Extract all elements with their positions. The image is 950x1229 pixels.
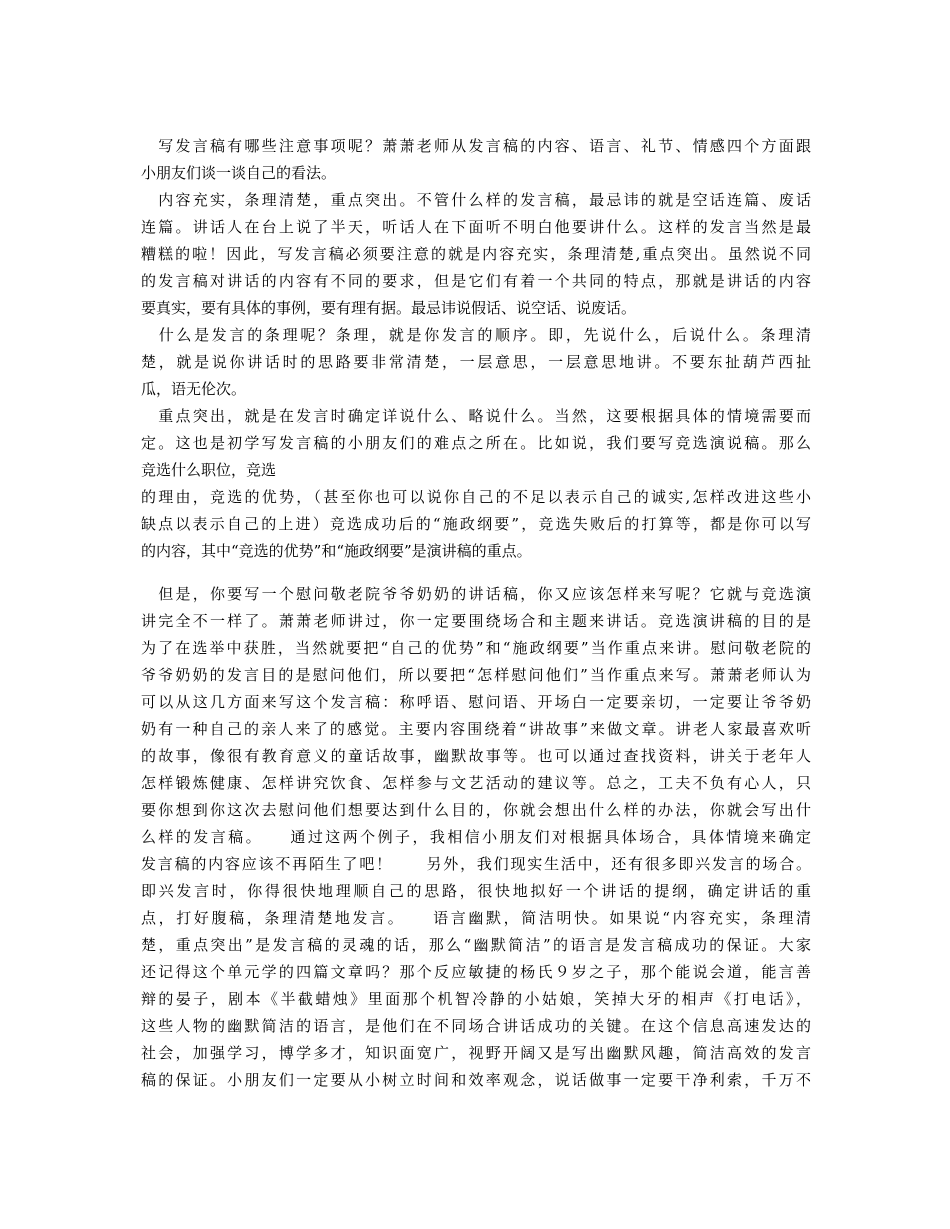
text-line: 即兴发言时，你得很快地理顺自己的思路，很快地拟好一个讲话的提纲，确定讲话的重 [141, 882, 811, 900]
text-line: 小朋友们谈一谈自己的看法。 [141, 164, 337, 182]
text-line: 竞选什么职位，竞选 [141, 461, 277, 479]
paragraph-focus [141, 403, 811, 565]
text-line: 奶有一种自己的亲人来了的感觉。主要内容围绕着“讲故事”来做文章。讲老人家最喜欢听 [141, 720, 811, 738]
document-body [141, 133, 811, 1094]
text-line: 怎样锻炼健康、怎样讲究饮食、怎样参与文艺活动的建议等。总之，工夫不负有心人，只 [141, 774, 811, 792]
text-line: 稿的保证。小朋友们一定要从小树立时间和效率观念，说话做事一定要干净利索，千万不 [141, 1071, 811, 1089]
text-line: 的故事，像很有教育意义的童话故事，幽默故事等。也可以通过查找资料，讲关于老年人 [141, 747, 811, 765]
paragraph-intro [141, 133, 811, 187]
text-line: 么样的发言稿。 通过这两个例子，我相信小朋友们对根据具体场合，具体情境来确定 [141, 828, 811, 846]
text-line: 为了在选举中获胜，当然就要把“自己的优势”和“施政纲要”当作重点来讲。慰问敬老院的 [141, 639, 811, 657]
text-line: 社会，加强学习，博学多才，知识面宽广，视野开阔又是写出幽默风趣，简洁高效的发言 [141, 1044, 811, 1062]
text-line: 的内容，其中“竞选的优势”和“施政纲要”是演讲稿的重点。 [141, 542, 532, 560]
text-line: 楚，重点突出”是发言稿的灵魂的话，那么“幽默简洁”的语言是发言稿成功的保证。大家 [141, 936, 811, 954]
text-line: 要真实，要有具体的事例，要有理有据。最忌讳说假话、说空话、说废话。 [141, 299, 637, 317]
text-line: 但是，你要写一个慰问敬老院爷爷奶奶的讲话稿，你又应该怎样来写呢？它就与竞选演 [141, 585, 811, 603]
text-line: 还记得这个单元学的四篇文章吗？那个反应敏捷的杨氏９岁之子，那个能说会道，能言善 [141, 963, 811, 981]
paragraph-structure [141, 322, 811, 403]
paragraph-content [141, 187, 811, 322]
text-line: 写发言稿有哪些注意事项呢？萧萧老师从发言稿的内容、语言、礼节、情感四个方面跟 [141, 137, 811, 155]
text-line: 什么是发言的条理呢？条理，就是你发言的顺序。即，先说什么，后说什么。条理清 [141, 326, 811, 344]
text-line: 定。这也是初学写发言稿的小朋友们的难点之所在。比如说，我们要写竞选演说稿。那么 [141, 434, 811, 452]
text-line: 发言稿的内容应该不再陌生了吧！ 另外，我们现实生活中，还有很多即兴发言的场合。 [141, 855, 811, 873]
text-line: 爷爷奶奶的发言目的是慰问他们，所以要把“怎样慰问他们”当作重点来写。萧萧老师认为 [141, 666, 811, 684]
text-line: 这些人物的幽默简洁的语言，是他们在不同场合讲话成功的关键。在这个信息高速发达的 [141, 1017, 811, 1035]
text-line: 辩的晏子，剧本《半截蜡烛》里面那个机智冷静的小姑娘，笑掉大牙的相声《打电话》， [141, 990, 811, 1008]
text-line: 的理由，竞选的优势，（甚至你也可以说你自己的不足以表示自己的诚实,怎样改进这些小 [141, 488, 811, 506]
text-line: 内容充实，条理清楚，重点突出。不管什么样的发言稿，最忌讳的就是空话连篇、废话 [141, 191, 811, 209]
paragraph-examples [141, 581, 811, 1094]
text-line: 讲完全不一样了。萧萧老师讲过，你一定要围绕场合和主题来讲话。竞选演讲稿的目的是 [141, 612, 811, 630]
text-line: 点，打好腹稿，条理清楚地发言。 语言幽默，简洁明快。如果说“内容充实，条理清 [141, 909, 811, 927]
paragraph-gap [141, 565, 811, 581]
text-line: 瓜，语无伦次。 [141, 380, 247, 398]
text-line: 连篇。讲话人在台上说了半天，听话人在下面听不明白他要讲什么。这样的发言当然是最 [141, 218, 811, 236]
text-line: 楚，就是说你讲话时的思路要非常清楚，一层意思，一层意思地讲。不要东扯葫芦西扯 [141, 353, 811, 371]
text-line: 的发言稿对讲话的内容有不同的要求，但是它们有着一个共同的特点，那就是讲话的内容 [141, 272, 811, 290]
text-line: 要你想到你这次去慰问他们想要达到什么目的，你就会想出什么样的办法，你就会写出什 [141, 801, 811, 819]
text-line: 糟糕的啦！因此，写发言稿必须要注意的就是内容充实，条理清楚,重点突出。虽然说不同 [141, 245, 811, 263]
text-line: 缺点以表示自己的上进）竞选成功后的“施政纲要”，竞选失败后的打算等，都是你可以写 [141, 515, 811, 533]
text-line: 重点突出，就是在发言时确定详说什么、略说什么。当然，这要根据具体的情境需要而 [141, 407, 811, 425]
text-line: 可以从这几方面来写这个发言稿：称呼语、慰问语、开场白一定要亲切，一定要让爷爷奶 [141, 693, 811, 711]
